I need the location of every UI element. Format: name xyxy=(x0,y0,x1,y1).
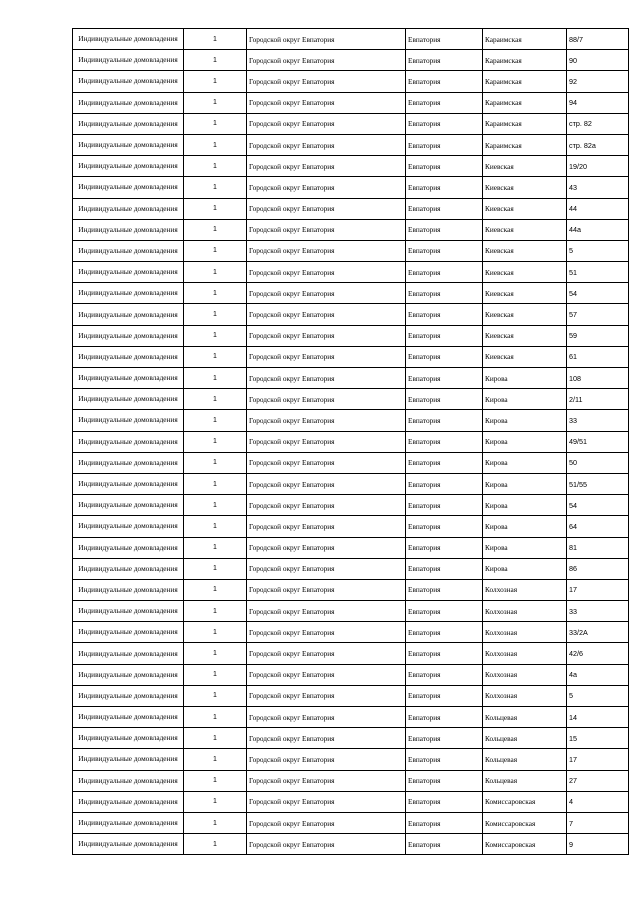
count-cell: 1 xyxy=(184,50,247,71)
count-cell: 1 xyxy=(184,664,247,685)
city-cell: Евпатория xyxy=(406,664,483,685)
count-cell: 1 xyxy=(184,368,247,389)
street-cell: Киевская xyxy=(483,325,567,346)
house-number-cell: стр. 82 xyxy=(567,113,629,134)
housing-type-cell: Индивидуальные домовладения xyxy=(73,240,184,261)
house-number-cell: 81 xyxy=(567,537,629,558)
table-row xyxy=(73,325,629,346)
district-cell: Городской округ Евпатория xyxy=(247,728,406,749)
count-cell: 1 xyxy=(184,325,247,346)
table-row xyxy=(73,770,629,791)
street-cell: Кольцевая xyxy=(483,749,567,770)
city-cell: Евпатория xyxy=(406,71,483,92)
district-cell: Городской округ Евпатория xyxy=(247,643,406,664)
table-row xyxy=(73,601,629,622)
city-cell: Евпатория xyxy=(406,240,483,261)
street-cell: Караимская xyxy=(483,29,567,50)
count-cell: 1 xyxy=(184,770,247,791)
city-cell: Евпатория xyxy=(406,812,483,833)
street-cell: Киевская xyxy=(483,304,567,325)
city-cell: Евпатория xyxy=(406,834,483,855)
city-cell: Евпатория xyxy=(406,622,483,643)
house-number-cell: 14 xyxy=(567,707,629,728)
city-cell: Евпатория xyxy=(406,283,483,304)
street-cell: Киевская xyxy=(483,240,567,261)
city-cell: Евпатория xyxy=(406,685,483,706)
table-row xyxy=(73,198,629,219)
district-cell: Городской округ Евпатория xyxy=(247,71,406,92)
table-row xyxy=(73,579,629,600)
street-cell: Кирова xyxy=(483,410,567,431)
table-row xyxy=(73,113,629,134)
house-number-cell: 50 xyxy=(567,452,629,473)
housing-type-cell: Индивидуальные домовладения xyxy=(73,304,184,325)
city-cell: Евпатория xyxy=(406,516,483,537)
city-cell: Евпатория xyxy=(406,537,483,558)
house-number-cell: 44а xyxy=(567,219,629,240)
street-cell: Комиссаровская xyxy=(483,791,567,812)
count-cell: 1 xyxy=(184,558,247,579)
count-cell: 1 xyxy=(184,495,247,516)
house-number-cell: 61 xyxy=(567,346,629,367)
house-number-cell: 19/20 xyxy=(567,156,629,177)
housing-type-cell: Индивидуальные домовладения xyxy=(73,537,184,558)
house-number-cell: 17 xyxy=(567,579,629,600)
district-cell: Городской округ Евпатория xyxy=(247,431,406,452)
table-row xyxy=(73,50,629,71)
table-row xyxy=(73,537,629,558)
district-cell: Городской округ Евпатория xyxy=(247,240,406,261)
housing-type-cell: Индивидуальные домовладения xyxy=(73,346,184,367)
table-row xyxy=(73,240,629,261)
table-row xyxy=(73,664,629,685)
district-cell: Городской округ Евпатория xyxy=(247,410,406,431)
housing-type-cell: Индивидуальные домовладения xyxy=(73,177,184,198)
count-cell: 1 xyxy=(184,262,247,283)
street-cell: Колхозная xyxy=(483,643,567,664)
table-row xyxy=(73,134,629,155)
count-cell: 1 xyxy=(184,473,247,494)
housing-type-cell: Индивидуальные домовладения xyxy=(73,92,184,113)
house-number-cell: стр. 82а xyxy=(567,134,629,155)
house-number-cell: 86 xyxy=(567,558,629,579)
street-cell: Колхозная xyxy=(483,601,567,622)
street-cell: Колхозная xyxy=(483,622,567,643)
table-row xyxy=(73,685,629,706)
housing-type-cell: Индивидуальные домовладения xyxy=(73,156,184,177)
city-cell: Евпатория xyxy=(406,134,483,155)
district-cell: Городской округ Евпатория xyxy=(247,558,406,579)
house-number-cell: 4а xyxy=(567,664,629,685)
housing-type-cell: Индивидуальные домовладения xyxy=(73,791,184,812)
house-number-cell: 108 xyxy=(567,368,629,389)
housing-type-cell: Индивидуальные домовладения xyxy=(73,770,184,791)
housing-type-cell: Индивидуальные домовладения xyxy=(73,685,184,706)
district-cell: Городской округ Евпатория xyxy=(247,791,406,812)
city-cell: Евпатория xyxy=(406,749,483,770)
table-row xyxy=(73,283,629,304)
street-cell: Киевская xyxy=(483,283,567,304)
count-cell: 1 xyxy=(184,92,247,113)
street-cell: Кирова xyxy=(483,473,567,494)
count-cell: 1 xyxy=(184,685,247,706)
house-number-cell: 42/6 xyxy=(567,643,629,664)
street-cell: Колхозная xyxy=(483,579,567,600)
house-number-cell: 64 xyxy=(567,516,629,537)
house-number-cell: 51 xyxy=(567,262,629,283)
district-cell: Городской округ Евпатория xyxy=(247,537,406,558)
housing-type-cell: Индивидуальные домовладения xyxy=(73,410,184,431)
district-cell: Городской округ Евпатория xyxy=(247,304,406,325)
table-row xyxy=(73,71,629,92)
city-cell: Евпатория xyxy=(406,601,483,622)
count-cell: 1 xyxy=(184,749,247,770)
city-cell: Евпатория xyxy=(406,346,483,367)
district-cell: Городской округ Евпатория xyxy=(247,92,406,113)
count-cell: 1 xyxy=(184,283,247,304)
count-cell: 1 xyxy=(184,71,247,92)
city-cell: Евпатория xyxy=(406,262,483,283)
district-cell: Городской округ Евпатория xyxy=(247,177,406,198)
city-cell: Евпатория xyxy=(406,304,483,325)
table-row xyxy=(73,622,629,643)
table-row xyxy=(73,495,629,516)
city-cell: Евпатория xyxy=(406,431,483,452)
district-cell: Городской округ Евпатория xyxy=(247,389,406,410)
housing-type-cell: Индивидуальные домовладения xyxy=(73,643,184,664)
count-cell: 1 xyxy=(184,113,247,134)
count-cell: 1 xyxy=(184,431,247,452)
table-row xyxy=(73,834,629,855)
street-cell: Кирова xyxy=(483,516,567,537)
district-cell: Городской округ Евпатория xyxy=(247,664,406,685)
count-cell: 1 xyxy=(184,707,247,728)
district-cell: Городской округ Евпатория xyxy=(247,707,406,728)
street-cell: Киевская xyxy=(483,177,567,198)
city-cell: Евпатория xyxy=(406,410,483,431)
count-cell: 1 xyxy=(184,622,247,643)
house-number-cell: 27 xyxy=(567,770,629,791)
house-number-cell: 5 xyxy=(567,685,629,706)
table-row xyxy=(73,92,629,113)
house-number-cell: 94 xyxy=(567,92,629,113)
district-cell: Городской округ Евпатория xyxy=(247,749,406,770)
district-cell: Городской округ Евпатория xyxy=(247,473,406,494)
housing-type-cell: Индивидуальные домовладения xyxy=(73,601,184,622)
count-cell: 1 xyxy=(184,537,247,558)
city-cell: Евпатория xyxy=(406,558,483,579)
street-cell: Кирова xyxy=(483,495,567,516)
table-row xyxy=(73,791,629,812)
housing-type-cell: Индивидуальные домовладения xyxy=(73,473,184,494)
count-cell: 1 xyxy=(184,516,247,537)
table-row xyxy=(73,643,629,664)
street-cell: Колхозная xyxy=(483,685,567,706)
count-cell: 1 xyxy=(184,304,247,325)
district-cell: Городской округ Евпатория xyxy=(247,812,406,833)
count-cell: 1 xyxy=(184,834,247,855)
table-row xyxy=(73,304,629,325)
street-cell: Киевская xyxy=(483,198,567,219)
district-cell: Городской округ Евпатория xyxy=(247,579,406,600)
house-number-cell: 5 xyxy=(567,240,629,261)
street-cell: Киевская xyxy=(483,219,567,240)
count-cell: 1 xyxy=(184,134,247,155)
street-cell: Караимская xyxy=(483,134,567,155)
count-cell: 1 xyxy=(184,452,247,473)
district-cell: Городской округ Евпатория xyxy=(247,346,406,367)
housing-type-cell: Индивидуальные домовладения xyxy=(73,71,184,92)
street-cell: Кирова xyxy=(483,431,567,452)
housing-type-cell: Индивидуальные домовладения xyxy=(73,29,184,50)
count-cell: 1 xyxy=(184,240,247,261)
house-number-cell: 59 xyxy=(567,325,629,346)
housing-type-cell: Индивидуальные домовладения xyxy=(73,579,184,600)
street-cell: Караимская xyxy=(483,113,567,134)
table-row xyxy=(73,368,629,389)
district-cell: Городской округ Евпатория xyxy=(247,368,406,389)
city-cell: Евпатория xyxy=(406,325,483,346)
city-cell: Евпатория xyxy=(406,791,483,812)
count-cell: 1 xyxy=(184,812,247,833)
street-cell: Киевская xyxy=(483,262,567,283)
house-number-cell: 17 xyxy=(567,749,629,770)
city-cell: Евпатория xyxy=(406,113,483,134)
table-row xyxy=(73,262,629,283)
city-cell: Евпатория xyxy=(406,473,483,494)
district-cell: Городской округ Евпатория xyxy=(247,770,406,791)
street-cell: Кольцевая xyxy=(483,770,567,791)
table-row xyxy=(73,728,629,749)
street-cell: Киевская xyxy=(483,346,567,367)
table-row xyxy=(73,219,629,240)
housing-type-cell: Индивидуальные домовладения xyxy=(73,749,184,770)
house-number-cell: 2/11 xyxy=(567,389,629,410)
house-number-cell: 33/2А xyxy=(567,622,629,643)
district-cell: Городской округ Евпатория xyxy=(247,262,406,283)
street-cell: Кирова xyxy=(483,368,567,389)
housing-type-cell: Индивидуальные домовладения xyxy=(73,516,184,537)
housing-type-cell: Индивидуальные домовладения xyxy=(73,834,184,855)
district-cell: Городской округ Евпатория xyxy=(247,601,406,622)
city-cell: Евпатория xyxy=(406,728,483,749)
table-row xyxy=(73,812,629,833)
house-number-cell: 54 xyxy=(567,495,629,516)
street-cell: Караимская xyxy=(483,92,567,113)
city-cell: Евпатория xyxy=(406,707,483,728)
housing-type-cell: Индивидуальные домовладения xyxy=(73,452,184,473)
table-row xyxy=(73,558,629,579)
house-number-cell: 33 xyxy=(567,601,629,622)
count-cell: 1 xyxy=(184,791,247,812)
street-cell: Кирова xyxy=(483,452,567,473)
table-row xyxy=(73,29,629,50)
table-row xyxy=(73,410,629,431)
house-number-cell: 49/51 xyxy=(567,431,629,452)
city-cell: Евпатория xyxy=(406,156,483,177)
city-cell: Евпатория xyxy=(406,770,483,791)
table-row xyxy=(73,516,629,537)
table-row xyxy=(73,431,629,452)
district-cell: Городской округ Евпатория xyxy=(247,156,406,177)
table-row xyxy=(73,177,629,198)
housing-type-cell: Индивидуальные домовладения xyxy=(73,728,184,749)
city-cell: Евпатория xyxy=(406,643,483,664)
count-cell: 1 xyxy=(184,346,247,367)
house-number-cell: 90 xyxy=(567,50,629,71)
address-table xyxy=(72,28,629,855)
house-number-cell: 43 xyxy=(567,177,629,198)
district-cell: Городской округ Евпатория xyxy=(247,29,406,50)
district-cell: Городской округ Евпатория xyxy=(247,283,406,304)
street-cell: Киевская xyxy=(483,156,567,177)
housing-type-cell: Индивидуальные домовладения xyxy=(73,431,184,452)
count-cell: 1 xyxy=(184,579,247,600)
house-number-cell: 9 xyxy=(567,834,629,855)
street-cell: Комиссаровская xyxy=(483,812,567,833)
street-cell: Комиссаровская xyxy=(483,834,567,855)
district-cell: Городской округ Евпатория xyxy=(247,219,406,240)
housing-type-cell: Индивидуальные домовладения xyxy=(73,50,184,71)
housing-type-cell: Индивидуальные домовладения xyxy=(73,707,184,728)
street-cell: Караимская xyxy=(483,71,567,92)
count-cell: 1 xyxy=(184,156,247,177)
housing-type-cell: Индивидуальные домовладения xyxy=(73,134,184,155)
house-number-cell: 57 xyxy=(567,304,629,325)
district-cell: Городской округ Евпатория xyxy=(247,516,406,537)
housing-type-cell: Индивидуальные домовладения xyxy=(73,262,184,283)
house-number-cell: 7 xyxy=(567,812,629,833)
city-cell: Евпатория xyxy=(406,219,483,240)
housing-type-cell: Индивидуальные домовладения xyxy=(73,198,184,219)
count-cell: 1 xyxy=(184,410,247,431)
city-cell: Евпатория xyxy=(406,452,483,473)
house-number-cell: 92 xyxy=(567,71,629,92)
count-cell: 1 xyxy=(184,29,247,50)
street-cell: Кольцевая xyxy=(483,728,567,749)
city-cell: Евпатория xyxy=(406,50,483,71)
district-cell: Городской округ Евпатория xyxy=(247,198,406,219)
street-cell: Кирова xyxy=(483,537,567,558)
housing-type-cell: Индивидуальные домовладения xyxy=(73,558,184,579)
street-cell: Кирова xyxy=(483,389,567,410)
city-cell: Евпатория xyxy=(406,368,483,389)
district-cell: Городской округ Евпатория xyxy=(247,113,406,134)
city-cell: Евпатория xyxy=(406,92,483,113)
city-cell: Евпатория xyxy=(406,177,483,198)
housing-type-cell: Индивидуальные домовладения xyxy=(73,389,184,410)
count-cell: 1 xyxy=(184,601,247,622)
house-number-cell: 51/55 xyxy=(567,473,629,494)
table-row xyxy=(73,707,629,728)
district-cell: Городской округ Евпатория xyxy=(247,452,406,473)
district-cell: Городской округ Евпатория xyxy=(247,325,406,346)
housing-type-cell: Индивидуальные домовладения xyxy=(73,113,184,134)
street-cell: Кольцевая xyxy=(483,707,567,728)
table-row xyxy=(73,473,629,494)
district-cell: Городской округ Евпатория xyxy=(247,50,406,71)
count-cell: 1 xyxy=(184,389,247,410)
address-table-body xyxy=(73,29,629,855)
district-cell: Городской округ Евпатория xyxy=(247,134,406,155)
city-cell: Евпатория xyxy=(406,495,483,516)
housing-type-cell: Индивидуальные домовладения xyxy=(73,812,184,833)
house-number-cell: 54 xyxy=(567,283,629,304)
housing-type-cell: Индивидуальные домовладения xyxy=(73,325,184,346)
count-cell: 1 xyxy=(184,728,247,749)
housing-type-cell: Индивидуальные домовладения xyxy=(73,219,184,240)
city-cell: Евпатория xyxy=(406,198,483,219)
housing-type-cell: Индивидуальные домовладения xyxy=(73,495,184,516)
table-row xyxy=(73,389,629,410)
table-row xyxy=(73,452,629,473)
street-cell: Кирова xyxy=(483,558,567,579)
district-cell: Городской округ Евпатория xyxy=(247,495,406,516)
city-cell: Евпатория xyxy=(406,579,483,600)
house-number-cell: 44 xyxy=(567,198,629,219)
housing-type-cell: Индивидуальные домовладения xyxy=(73,664,184,685)
house-number-cell: 88/7 xyxy=(567,29,629,50)
table-row xyxy=(73,346,629,367)
district-cell: Городской округ Евпатория xyxy=(247,622,406,643)
count-cell: 1 xyxy=(184,198,247,219)
district-cell: Городской округ Евпатория xyxy=(247,834,406,855)
street-cell: Колхозная xyxy=(483,664,567,685)
housing-type-cell: Индивидуальные домовладения xyxy=(73,283,184,304)
city-cell: Евпатория xyxy=(406,389,483,410)
housing-type-cell: Индивидуальные домовладения xyxy=(73,368,184,389)
house-number-cell: 15 xyxy=(567,728,629,749)
street-cell: Караимская xyxy=(483,50,567,71)
house-number-cell: 33 xyxy=(567,410,629,431)
count-cell: 1 xyxy=(184,219,247,240)
count-cell: 1 xyxy=(184,177,247,198)
city-cell: Евпатория xyxy=(406,29,483,50)
count-cell: 1 xyxy=(184,643,247,664)
table-row xyxy=(73,156,629,177)
district-cell: Городской округ Евпатория xyxy=(247,685,406,706)
housing-type-cell: Индивидуальные домовладения xyxy=(73,622,184,643)
table-row xyxy=(73,749,629,770)
house-number-cell: 4 xyxy=(567,791,629,812)
